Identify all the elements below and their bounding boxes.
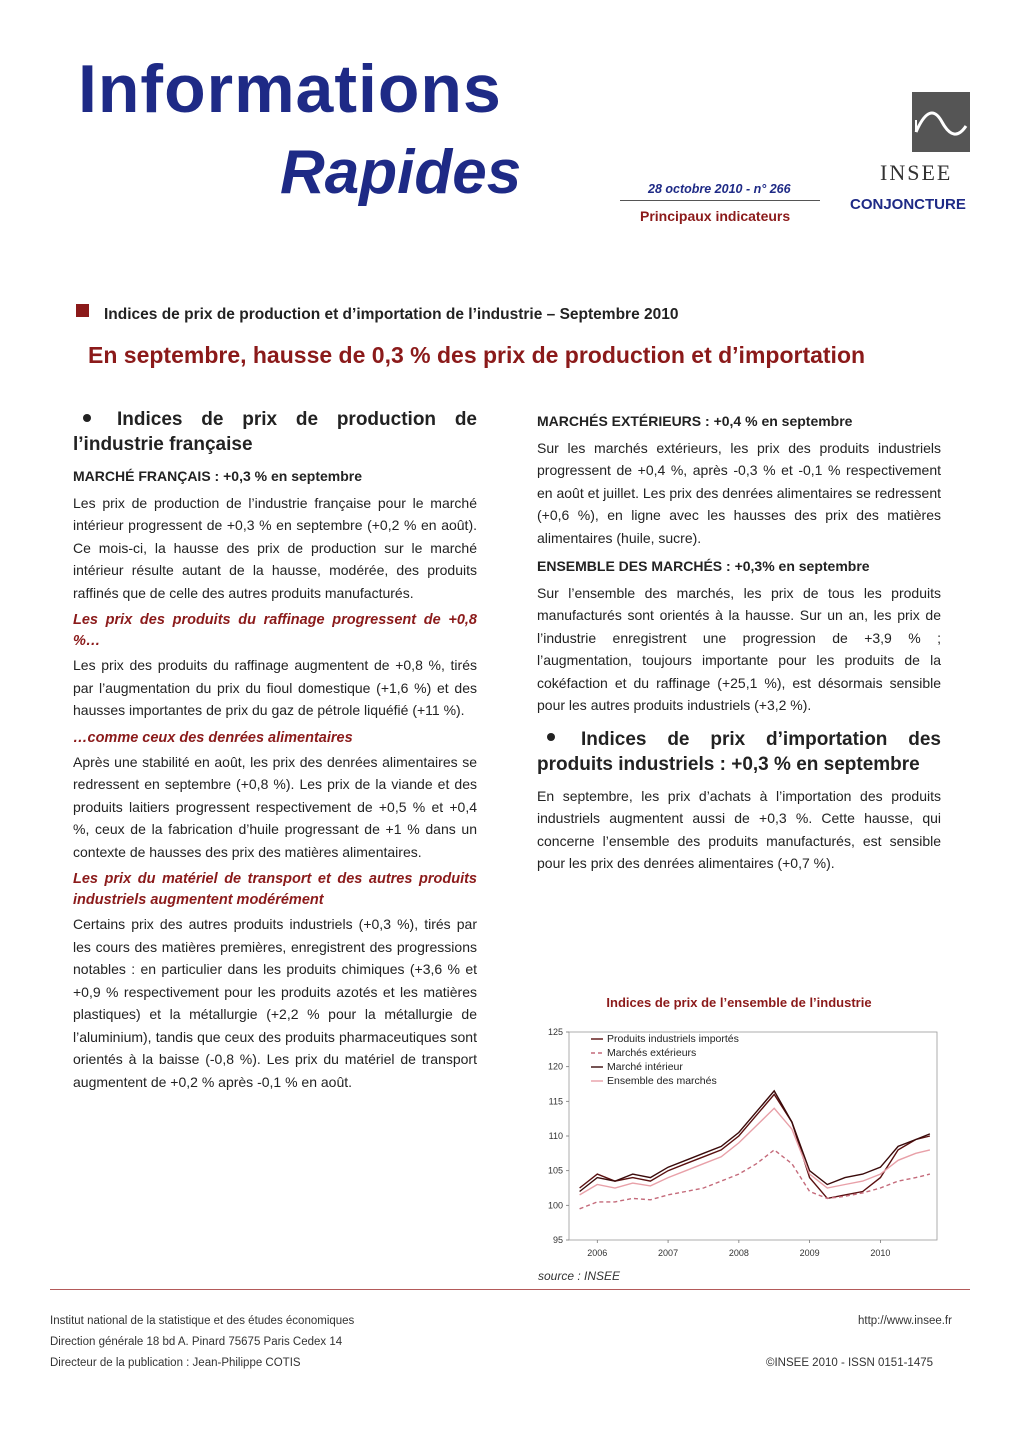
y-tick-label: 125 <box>547 1027 563 1037</box>
paragraph: Les prix de production de l’industrie française pour le marché intérieur progressent de +0,3 % en septembre (+0,2 % en août). Ce mois-ci, la hausse des prix de production sur le marché intérieur résulte autant de la hausse, modérée, des produits raffinés que de celle des autres produits manufacturés. <box>73 494 477 601</box>
paragraph: Sur les marchés extérieurs, les prix des produits industriels progressent de +0,4 %, après -0,3 % et -0,1 % respectivement en août et juillet. Les prix des denrées alimentaires se redressent (+0,6 %), en ligne avec les hausses des prix des matières alimentaires (huile, sucre). <box>537 439 941 546</box>
legend-label: Marché intérieur <box>607 1061 683 1073</box>
insee-wordmark: INSEE <box>880 160 953 185</box>
insee-logo-icon <box>912 92 970 152</box>
document-subtitle: Indices de prix de production et d’importation de l’industrie – Septembre 2010 <box>104 306 679 323</box>
section-title-text: Indices de prix de production de l’industrie française <box>73 409 477 455</box>
y-tick-label: 105 <box>547 1165 563 1176</box>
footer-rule <box>50 1289 970 1290</box>
y-tick-label: 110 <box>548 1131 563 1141</box>
footer-url-link[interactable]: http://www.insee.fr <box>858 1315 952 1327</box>
footer-director: Directeur de la publication : Jean-Philippe COTIS <box>50 1357 301 1369</box>
section-title-production <box>73 407 477 457</box>
heading-marche-francais: MARCHÉ FRANÇAIS : +0,3 % en septembre <box>73 468 363 484</box>
conjoncture-label: CONJONCTURE <box>850 196 966 213</box>
y-tick-label: 115 <box>548 1096 563 1107</box>
issue-date: 28 octobre 2010 - n° 266 <box>648 182 791 196</box>
section-title-importation <box>537 727 941 777</box>
legend-label: Marchés extérieurs <box>607 1047 697 1059</box>
heading-denrees: …comme ceux des denrées alimentaires <box>73 729 353 746</box>
chart-source: source : INSEE <box>538 1269 621 1283</box>
paragraph: Les prix des produits du raffinage augmentent de +0,8 %, tirés par l’augmentation du prix du fioul domestique (+1,6 %) et des hausses importantes de prix du gaz de pétrole liquéfié (+11 %). <box>73 657 477 718</box>
footer-copyright: ©INSEE 2010 - ISSN 0151-1475 <box>766 1357 934 1369</box>
y-tick-label: 95 <box>552 1235 563 1245</box>
section-title-text: Indices de prix d’importation des produits industriels : +0,3 % en septembre <box>537 728 941 775</box>
legend-label: Ensemble des marchés <box>607 1075 717 1087</box>
heading-raffinage: Les prix des produits du raffinage progressent de +0,8 %… <box>73 612 477 649</box>
right-column <box>537 410 941 881</box>
left-column <box>73 407 477 1099</box>
paragraph: Sur l’ensemble des marchés, les prix de tous les produits manufacturés sont orientés à la hausse. Sur un an, les prix de l’industrie enregistrent une progression de +3,9 % ; l’augmentation, toujours importante pour les produits de la cokéfaction et du raffinage (+25,1 %), est désormais sensible pour les autres produits industriels (+3,2 %). <box>537 584 941 713</box>
series-line-2 <box>580 1091 930 1192</box>
y-tick-label: 100 <box>547 1200 563 1211</box>
heading-ensemble-marches: ENSEMBLE DES MARCHÉS : +0,3% en septembre <box>537 558 870 574</box>
footer-institute: Institut national de la statistique et des études économiques <box>50 1315 355 1327</box>
paragraph: Après une stabilité en août, les prix des denrées alimentaires se redressent en septembre (+0,8 %). Les prix de la viande et des produits laitiers progressent respectivement de +0,5 % et +0,4 %, ceux de la fabrication d’huile progressant de +1 % dans un contexte de hausses des prix des matières alimentaires. <box>73 753 477 860</box>
masthead-title-informations: Informations <box>78 51 502 127</box>
bullet-icon <box>547 733 555 741</box>
bullet-icon <box>83 414 91 422</box>
price-index-chart <box>537 1022 947 1267</box>
subtitle-marker-icon <box>76 304 89 317</box>
x-tick-label: 2008 <box>728 1248 749 1258</box>
heading-materiel-transport: Les prix du matériel de transport et des autres produits industriels augmentent modérément <box>73 871 477 908</box>
paragraph: En septembre, les prix d’achats à l’importation des produits industriels augmentent aussi de +0,3 %. Cette hausse, qui concerne l’ensemble des produits manufacturés, est sensible pour les prix des denrées alimentaires (+0,7 %). <box>537 787 941 871</box>
x-tick-label: 2009 <box>799 1248 820 1258</box>
publication-section: Principaux indicateurs <box>640 208 791 224</box>
masthead-title-rapides: Rapides <box>280 138 522 207</box>
x-tick-label: 2007 <box>658 1248 679 1258</box>
masthead-rule <box>620 200 820 201</box>
x-tick-label: 2006 <box>587 1248 608 1258</box>
paragraph: Certains prix des autres produits industriels (+0,3 %), tirés par les cours des matières premières, enregistrent des progressions notables : en particulier dans les produits chimiques (+3,6 % et +0,9 % respectivement pour les produits azotés et les matières plastiques) et la métallurgie (+2,2 % pour la métallurgie de l’aluminium), tandis que ceux des produits pharmaceutiques sont orientés à la baisse (-0,8 %). Les prix du matériel de transport augmentent de +0,2 % après -0,1 % en août. <box>73 916 477 1090</box>
footer-address: Direction générale 18 bd A. Pinard 75675 Paris Cedex 14 <box>50 1336 343 1348</box>
chart-title: Indices de prix de l’ensemble de l’industrie <box>606 995 872 1010</box>
y-tick-label: 120 <box>547 1061 563 1072</box>
legend-label: Produits industriels importés <box>607 1033 739 1045</box>
heading-marches-exterieurs: MARCHÉS EXTÉRIEURS : +0,4 % en septembre <box>537 413 853 429</box>
headline: En septembre, hausse de 0,3 % des prix de production et d’importation <box>88 342 866 368</box>
x-tick-label: 2010 <box>870 1248 891 1258</box>
series-line-3 <box>580 1108 930 1195</box>
